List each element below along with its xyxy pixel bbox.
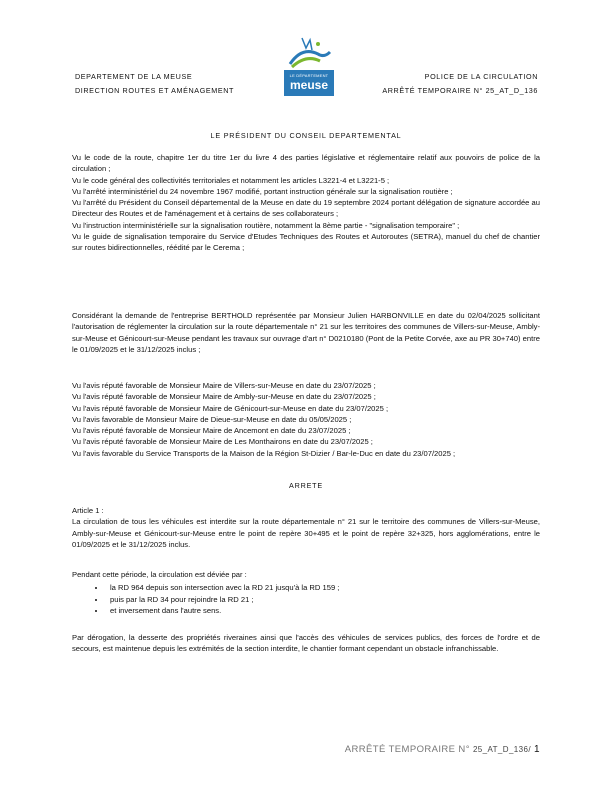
header-right — [382, 70, 538, 98]
avis-paragraph: Vu l'avis réputé favorable de Monsieur Maire de Génicourt-sur-Meuse en date du 23/07/2025 ; — [72, 403, 389, 413]
avis-paragraph: Vu l'avis réputé favorable de Monsieur Maire de Les Monthairons en date du 23/07/2025 ; — [72, 437, 373, 447]
arrete-number: ARRÊTÉ TEMPORAIRE N° 25_AT_D_136 — [382, 86, 538, 95]
list-item: • puis par la RD 34 pour rejoindre la RD 21 ; — [106, 594, 540, 605]
list-item: • et inversement dans l'autre sens. — [106, 605, 540, 616]
visa-paragraph: Vu le code général des collectivités territoriales et notamment les articles L3221-4 et L3221-5 ; — [72, 175, 390, 185]
avis-paragraph: Vu l'avis réputé favorable de Monsieur Maire de Ambly-sur-Meuse en date du 23/07/2025 ; — [72, 392, 376, 402]
considerant-paragraph: Considérant la demande de l'entreprise BERTHOLD représentée par Monsieur Julien HARBONVILLE en date du 02/04/2025 sollicitant l'autorisation de réglementer la circulation sur la route départementale n° 21 sur les territoires des communes de Villers-sur-Meuse, Ambly-sur-Meuse et Génicourt-sur-Meuse pendant les travaux sur ouvrage d'art n° D0210180 (Pont de la Petite Corvée, axe au PR 30+740) entre le 01/09/2025 et le 31/12/2025 inclus ; — [72, 311, 540, 354]
article-text: La circulation de tous les véhicules est interdite sur la route départementale n° 21 sur le territoire des communes de Villers-sur-Meuse, Ambly-sur-Meuse et Génicourt-sur-Meuse entre le point de repère 30+495 et le point de repère 32+325, hors agglomérations, entre le 01/09/2025 et le 31/12/2025 inclus. — [72, 517, 540, 549]
visa-paragraph: Vu l'arrêté du Président du Conseil départemental de la Meuse en date du 19 septembre 2024 portant délégation de signature accordée au Directeur des Routes et de l'aménagement et à certains de ses collaborateurs ; — [72, 198, 540, 219]
department-name: DEPARTEMENT DE LA MEUSE — [75, 72, 193, 81]
police-label: POLICE DE LA CIRCULATION — [424, 72, 538, 81]
list-item: • la RD 964 depuis son intersection avec la RD 21 jusqu'à la RD 159 ; — [106, 582, 540, 593]
article-heading: Article 1 : — [72, 506, 104, 515]
deviation-intro: Pendant cette période, la circulation est déviée par : — [72, 570, 247, 579]
visas-section — [72, 152, 540, 254]
avis-section — [72, 380, 540, 459]
avis-paragraph: Vu l'avis favorable du Service Transports de la Maison de la Région St-Dizier / Bar-le-Duc en date du 23/07/2025 ; — [72, 448, 456, 458]
deviation-list — [72, 582, 540, 616]
page-number: 1 — [534, 744, 540, 755]
direction-name: DIRECTION ROUTES ET AMÉNAGEMENT — [75, 86, 235, 95]
arrete-heading: ARRETE — [289, 481, 323, 490]
visa-paragraph: Vu le code de la route, chapitre 1er du titre 1er du livre 4 des parties législative et réglementaire relatif aux pouvoirs de police de la circulation ; — [72, 153, 540, 174]
considerant-section — [72, 310, 540, 355]
header-left — [75, 70, 234, 98]
article-1-section — [72, 505, 540, 550]
footer-reference: 25_AT_D_136/ — [472, 745, 531, 754]
logo-label — [284, 70, 334, 96]
page-footer — [345, 744, 540, 755]
logo-big-text: meuse — [289, 78, 329, 92]
logo-small-text: LE DÉPARTEMENT — [289, 73, 329, 78]
document-title: LE PRÉSIDENT DU CONSEIL DEPARTEMENTAL — [210, 131, 402, 140]
derogation-section — [72, 632, 540, 655]
deviation-section — [72, 569, 540, 616]
visa-paragraph: Vu l'instruction interministérielle sur la signalisation routière, notamment la 8ème partie - "signalisation temporaire" ; — [72, 220, 460, 230]
meuse-logo — [284, 34, 334, 96]
avis-paragraph: Vu l'avis réputé favorable de Monsieur Maire de Villers-sur-Meuse en date du 23/07/2025 ; — [72, 381, 376, 390]
derogation-paragraph: Par dérogation, la desserte des propriétés riveraines ainsi que l'accès des véhicules de services publics, des forces de l'ordre et de secours, est maintenue depuis les extrémités de la section interdite, le chantier formant cependant un obstacle infranchissable. — [72, 633, 540, 654]
visa-paragraph: Vu le guide de signalisation temporaire du Service d'Etudes Techniques des Routes et Autoroutes (SETRA), manuel du chef de chantier sur routes bidirectionnelles, réédité par le Cerema ; — [72, 232, 540, 253]
logo-emblem-icon — [284, 34, 334, 70]
visa-paragraph: Vu l'arrêté interministériel du 24 novembre 1967 modifié, portant instruction générale sur la signalisation routière ; — [72, 186, 453, 196]
footer-label: ARRÊTÉ TEMPORAIRE N° — [344, 744, 470, 755]
avis-paragraph: Vu l'avis favorable de Monsieur Maire de Dieue-sur-Meuse en date du 05/05/2025 ; — [72, 414, 352, 424]
avis-paragraph: Vu l'avis réputé favorable de Monsieur Maire de Ancemont en date du 23/07/2025 ; — [72, 426, 351, 436]
